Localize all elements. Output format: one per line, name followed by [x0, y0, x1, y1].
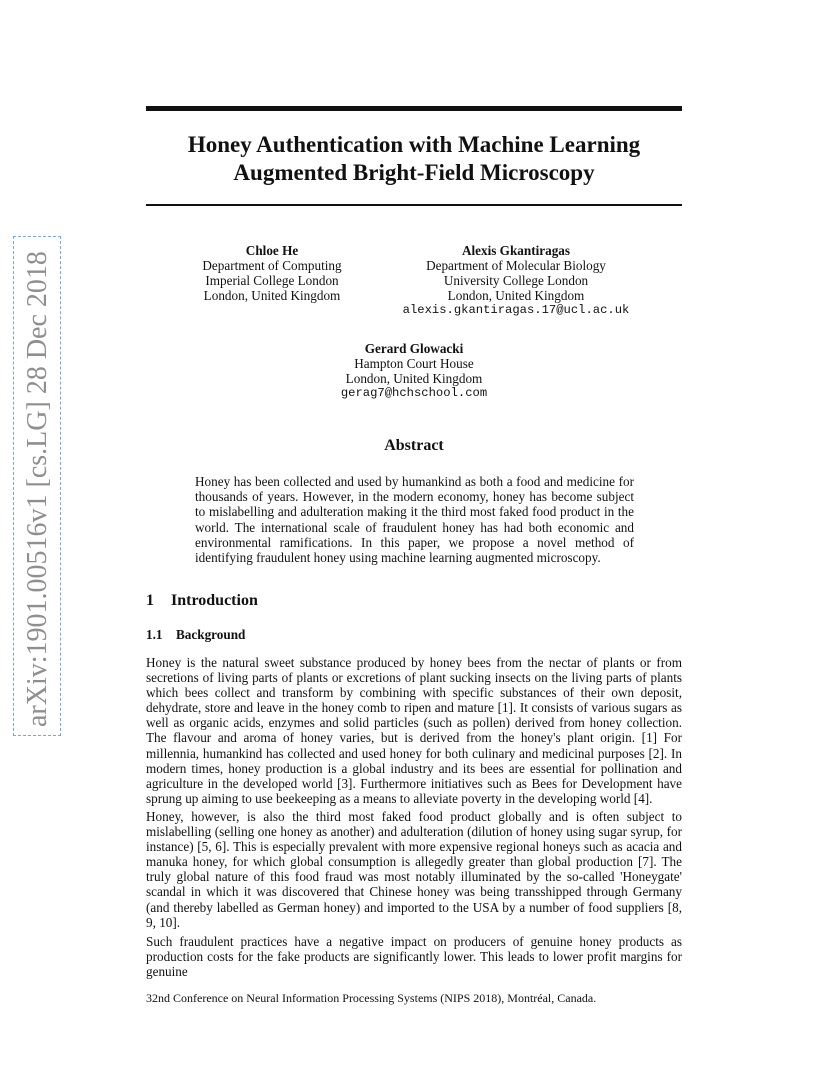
author-affiliation: Department of Molecular Biology: [426, 258, 606, 273]
author-affiliation: London, United Kingdom: [447, 288, 585, 303]
body-paragraph-1: Honey is the natural sweet substance produced by honey bees from the nectar of plants or from secretions of living parts of plants or excretions of plant sucking insects on the living parts of plants which bees collect and transform by combining with specific substances of their own deposit, dehydrate, store and leave in the honey comb to ripen and mature [1]. It consists of various sugars as well as organic acids, enzymes and solid particles (such as pollen) derived from honey collection. The flavour and aroma of honey varies, but is derived from the honey's plant origin. [1] For millennia, humankind has collected and used honey for both culinary and medicinal purposes [2]. In modern times, honey production is a global industry and its bees are essential for pollination and agriculture in the developed world [3]. Furthermore initiatives such as Bees for Development have sprung up aiming to use beekeeping as a means to alleviate poverty in the developing world [4].: [146, 655, 682, 806]
title-line-2: Augmented Bright-Field Microscopy: [233, 160, 595, 185]
arxiv-identifier-stamp: arXiv:1901.00516v1 [cs.LG] 28 Dec 2018: [13, 236, 61, 736]
author-affiliation: London, United Kingdom: [203, 288, 341, 303]
author-block-3: [314, 341, 514, 401]
author-affiliation: Imperial College London: [205, 273, 339, 288]
body-paragraph-3: Such fraudulent practices have a negative impact on producers of genuine honey products as production costs for the fake products are significantly lower. This leads to lower profit margins for genuine: [146, 934, 682, 980]
author-name: Gerard Glowacki: [364, 341, 464, 356]
subsection-number: 1.1: [146, 627, 163, 642]
abstract-text: Honey has been collected and used by humankind as both a food and medicine for thousands of years. However, in the modern economy, honey has become subject to mislabelling and adulteration making it the third most faked food product in the world. The international scale of fraudulent honey has had both economic and environmental ramifications. In this paper, we propose a novel method of identifying fraudulent honey using machine learning augmented microscopy.: [195, 474, 634, 566]
section-title: Introduction: [171, 592, 258, 609]
author-name: Chloe He: [245, 243, 299, 258]
title-bottom-rule: [146, 204, 682, 206]
author-block-2: [396, 243, 636, 318]
section-heading: [146, 592, 258, 610]
title-line-1: Honey Authentication with Machine Learning: [187, 132, 641, 157]
abstract-heading: Abstract: [384, 437, 444, 454]
author-email[interactable]: alexis.gkantiragas.17@ucl.ac.uk: [402, 303, 630, 317]
author-email[interactable]: gerag7@hchschool.com: [340, 386, 488, 400]
paper-title: [146, 131, 682, 187]
section-number: 1: [146, 592, 154, 609]
subsection-heading: [146, 627, 245, 643]
body-paragraph-2: Honey, however, is also the third most faked food product globally and is often subject to mislabelling (selling one honey as another) and adulteration (dilution of honey using sugar syrup, for instance) [5, 6]. This is especially prevalent with more expensive regional honeys such as acacia and manuka honey, for which global consumption is allegedly greater than global production [7]. The truly global nature of this food fraud was most notably illuminated by the so-called 'Honeygate' scandal in which it was discovered that Chinese honey was being transshipped through Germany (and thereby labelled as German honey) and imported to the USA by a number of food suppliers [8, 9, 10].: [146, 809, 682, 930]
author-name: Alexis Gkantiragas: [461, 243, 571, 258]
subsection-title: Background: [176, 627, 246, 642]
author-affiliation: London, United Kingdom: [345, 371, 483, 386]
title-top-rule: [146, 106, 682, 111]
author-affiliation: Hampton Court House: [354, 356, 474, 371]
author-affiliation: University College London: [443, 273, 589, 288]
conference-footnote: 32nd Conference on Neural Information Processing Systems (NIPS 2018), Montréal, Canada.: [146, 991, 597, 1005]
author-block-1: [172, 243, 372, 303]
author-affiliation: Department of Computing: [202, 258, 342, 273]
